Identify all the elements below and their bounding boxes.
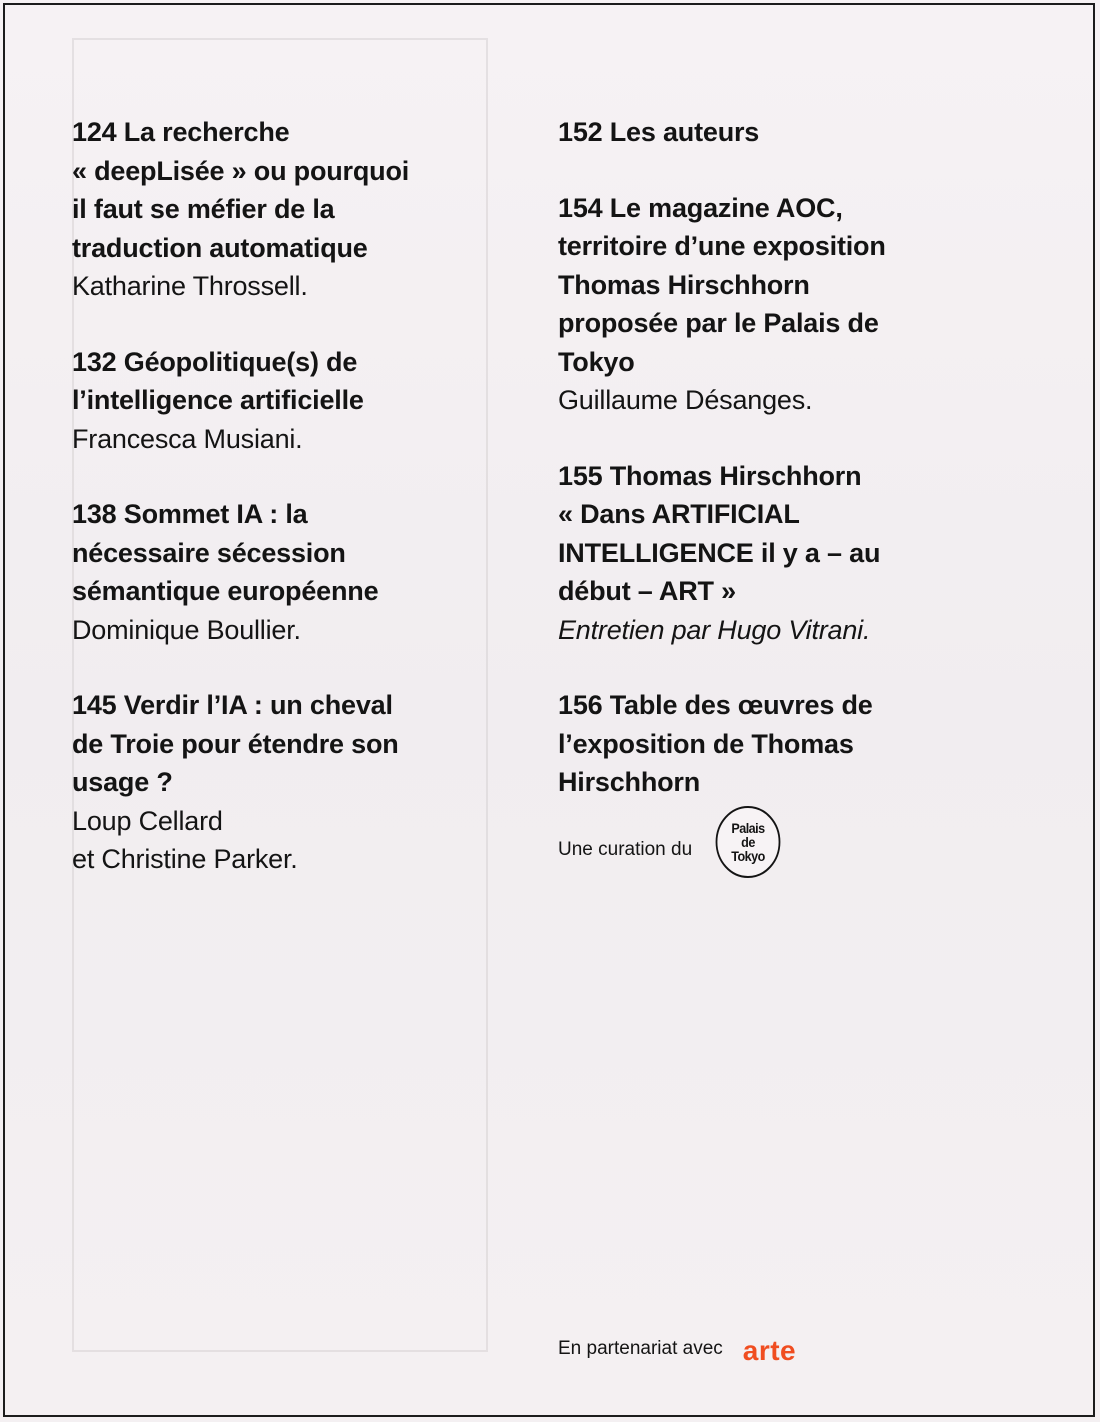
entry-author: Entretien par Hugo Vitrani. xyxy=(558,614,871,645)
logo-line: de xyxy=(741,834,755,850)
entry-title-text: Table des œuvres de l’exposition de Thomas Hirschhorn xyxy=(558,690,873,797)
curation-text: Une curation du xyxy=(558,839,693,860)
entry-author: Francesca Musiani. xyxy=(72,423,303,454)
entry-title-text: Verdir l’IA : un cheval de Troie pour étendre son usage ? xyxy=(72,690,399,797)
entry-title-text: Thomas Hirschhorn « Dans ARTIFICIAL INTELLIGENCE il y a – au début – ART » xyxy=(558,460,881,606)
entry-title-text: Sommet IA : la nécessaire sécession sémantique européenne xyxy=(72,499,379,606)
page-number: 152 xyxy=(558,117,603,147)
entry-title-text: La recherche « deepLisée » ou pourquoi il faut se méfier de la traduction automatique xyxy=(72,117,410,263)
logo-line: Palais xyxy=(731,820,765,836)
entry-title-text: Géopolitique(s) de l’intelligence artificielle xyxy=(72,346,364,415)
entry-author: Guillaume Désanges. xyxy=(558,385,813,415)
partner-text: En partenariat avec xyxy=(558,1338,723,1359)
page-number: 145 xyxy=(72,690,117,720)
scan-border xyxy=(3,3,1095,1417)
page-number: 138 xyxy=(72,499,117,529)
logo-line: Tokyo xyxy=(731,848,765,864)
entry-title-text: Le magazine AOC, territoire d’une exposition Thomas Hirschhorn proposée par le Palais de Tokyo xyxy=(558,192,886,377)
page-number: 124 xyxy=(72,117,117,147)
page-number: 155 xyxy=(558,460,603,491)
entry-author: Katharine Throssell. xyxy=(72,271,308,301)
entry-title-text: Les auteurs xyxy=(609,117,760,147)
arte-logo-icon: arte xyxy=(742,1335,797,1366)
page-number: 156 xyxy=(558,690,603,720)
page-number: 154 xyxy=(558,192,603,223)
entry-author: Dominique Boullier. xyxy=(72,614,301,645)
entry-author: Loup Cellard et Christine Parker. xyxy=(72,805,298,874)
page-number: 132 xyxy=(72,346,117,377)
